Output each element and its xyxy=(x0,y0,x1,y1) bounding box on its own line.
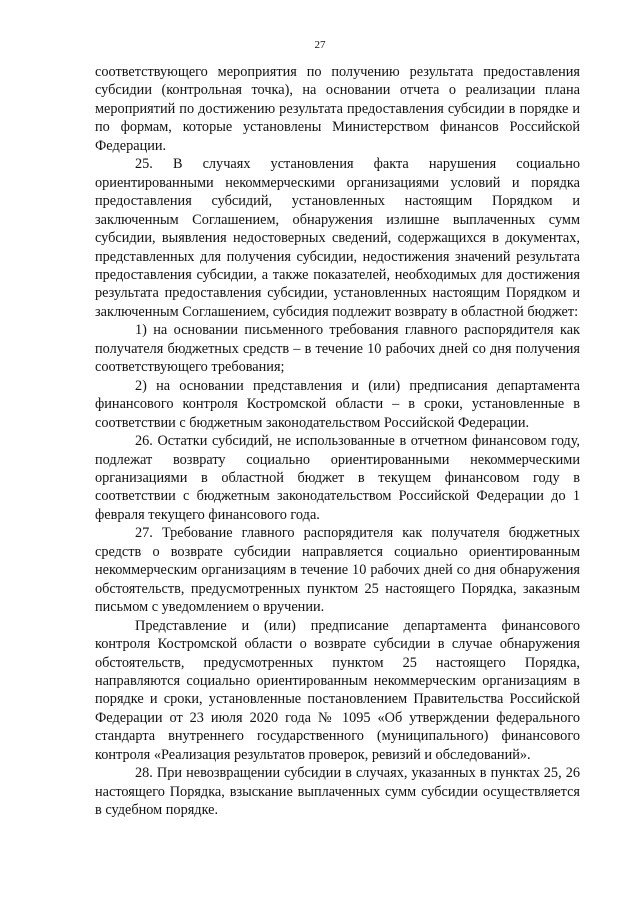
document-body xyxy=(95,63,580,820)
paragraph-27-representation: Представление и (или) предписание департамента финансового контроля Костромской области о возврате субсидии в случае обнаружения обстоятельств, предусмотренных пунктом 25 настоящего Порядка, направляются социально ориентированным некоммерческим организациям в порядке и сроки, установленные постановлением Правительства Российской Федерации от 23 июля 2020 года № 1095 «Об утверждении федерального стандарта внутреннего государственного (муниципального) финансового контроля «Реализация результатов проверок, ревизий и обследований». xyxy=(95,617,580,763)
paragraph-27: 27. Требование главного распорядителя как получателя бюджетных средств о возврате субсидии направляется социально ориентированным некоммерческим организациям в течение 10 рабочих дней со дня обнаружения обстоятельств, предусмотренных пунктом 25 настоящего Порядка, заказным письмом с уведомлением о вручении. xyxy=(95,525,580,616)
paragraph-28: 28. При невозвращении субсидии в случаях, указанных в пунктах 25, 26 настоящего Порядка, взыскание выплаченных сумм субсидии осуществляется в судебном порядке. xyxy=(95,765,580,819)
paragraph-continuation: соответствующего мероприятия по получению результата предоставления субсидии (контрольная точка), на основании отчета о реализации плана мероприятий по достижению результата предоставления субсидии в порядке и по формам, которые установлены Министерством финансов Российской Федерации. xyxy=(95,64,580,154)
paragraph-25-item-1: 1) на основании письменного требования главного распорядителя как получателя бюджетных средств – в течение 10 рабочих дней со дня получения соответствующего требования; xyxy=(95,322,580,376)
paragraph-25: 25. В случаях установления факта нарушения социально ориентированными некоммерческими организациями условий и порядка предоставления субсидий, установленных настоящим Порядком и заключенным Соглашением, обнаружения излишне выплаченных сумм субсидии, выявления недостоверных сведений, содержащихся в документах, представленных для получения субсидии, недостижения значений результата предоставления субсидии, а также показателей, необходимых для достижения результата предоставления субсидии, установленных настоящим Порядком и заключенным Соглашением, субсидия подлежит возврату в областной бюджет: xyxy=(95,156,580,320)
paragraph-26: 26. Остатки субсидий, не использованные в отчетном финансовом году, подлежат возврату социально ориентированными некоммерческими организациями в областной бюджет в текущем финансовом году в соответствии с бюджетным законодательством Российской Федерации до 1 февраля текущего финансового года. xyxy=(95,433,580,523)
paragraph-25-item-2: 2) на основании представления и (или) предписания департамента финансового контроля Костромской области – в сроки, установленные в соответствии с бюджетным законодательством Российской Федерации. xyxy=(95,377,580,431)
page-number: 27 xyxy=(314,39,326,51)
